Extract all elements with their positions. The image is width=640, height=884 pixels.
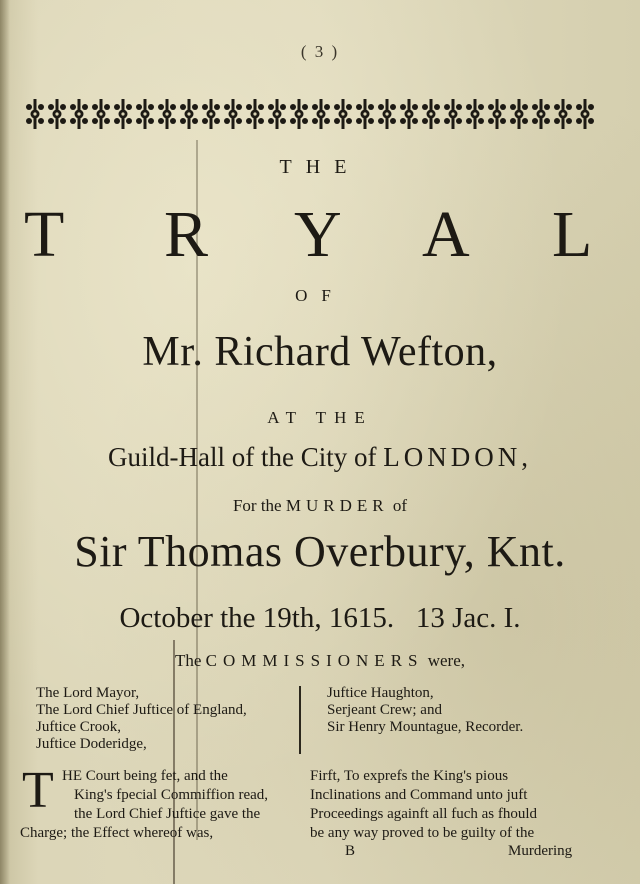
commissioner-item: Juftice Crook, bbox=[36, 719, 121, 735]
title-tryal bbox=[18, 200, 618, 270]
paragraph-line: be any way proved to be guilty of the bbox=[310, 825, 535, 841]
ornament-border bbox=[24, 97, 596, 131]
at-the-line: AT THE bbox=[267, 408, 373, 427]
page-number: ( 3 ) bbox=[300, 42, 340, 61]
catchword: Murdering bbox=[508, 843, 573, 859]
defendant-name: Mr. Richard Wefton, bbox=[142, 329, 498, 375]
commissioners-word: COMMISSIONERS bbox=[205, 651, 424, 670]
murder-line bbox=[0, 496, 640, 516]
paragraph-line: Inclinations and Command unto juft bbox=[310, 787, 528, 803]
right-paragraph bbox=[310, 767, 600, 843]
commissioner-item: Sir Henry Mountague, Recorder. bbox=[327, 719, 524, 735]
commissioners-right-list bbox=[327, 685, 523, 736]
title-letter: A bbox=[422, 198, 470, 271]
column-divider bbox=[299, 686, 301, 754]
title-letter: R bbox=[164, 198, 209, 271]
paragraph-line: Proceedings againft all fuch as fhould bbox=[310, 806, 538, 822]
victim-name: Sir Thomas Overbury, Knt. bbox=[74, 527, 566, 576]
commissioners-the: The bbox=[174, 651, 202, 670]
commissioner-item: The Lord Chief Juftice of England, bbox=[36, 702, 247, 718]
title-letter: L bbox=[552, 198, 593, 271]
title-of: OF bbox=[295, 286, 345, 305]
paper-crease-lower bbox=[173, 640, 175, 884]
paragraph-line: Firft, To exprefs the King's pious bbox=[310, 768, 509, 784]
paragraph-line: HE Court being fet, and the bbox=[62, 768, 228, 784]
for-the: For the bbox=[232, 496, 282, 515]
paragraph-line: King's fpecial Commiffion read, bbox=[74, 787, 269, 803]
left-paragraph bbox=[20, 762, 300, 843]
paragraph-line: Charge; the Effect whereof was, bbox=[20, 825, 214, 841]
commissioner-item: The Lord Mayor, bbox=[36, 685, 140, 701]
title-the: THE bbox=[279, 156, 361, 178]
venue-line bbox=[0, 442, 640, 473]
venue-prefix: Guild-Hall of the City of bbox=[108, 442, 377, 472]
venue-city: LONDON, bbox=[383, 442, 532, 472]
paragraph-line: the Lord Chief Juftice gave the bbox=[74, 806, 261, 822]
commissioners-heading bbox=[0, 651, 640, 671]
signature-mark: B bbox=[345, 843, 356, 859]
commissioners-left-list bbox=[36, 685, 247, 753]
murder-word: MURDER bbox=[285, 496, 389, 515]
commissioner-item: Juftice Doderidge, bbox=[36, 736, 147, 752]
title-letter: T bbox=[24, 198, 65, 271]
date-line: October the 19th, 1615. 13 Jac. I. bbox=[119, 602, 521, 634]
drop-cap: T bbox=[22, 762, 54, 819]
commissioner-item: Serjeant Crew; and bbox=[327, 702, 442, 718]
murder-of: of bbox=[392, 496, 408, 515]
commissioners-were: were, bbox=[427, 651, 466, 670]
title-letter: Y bbox=[294, 198, 342, 271]
commissioner-item: Juftice Haughton, bbox=[327, 685, 434, 701]
